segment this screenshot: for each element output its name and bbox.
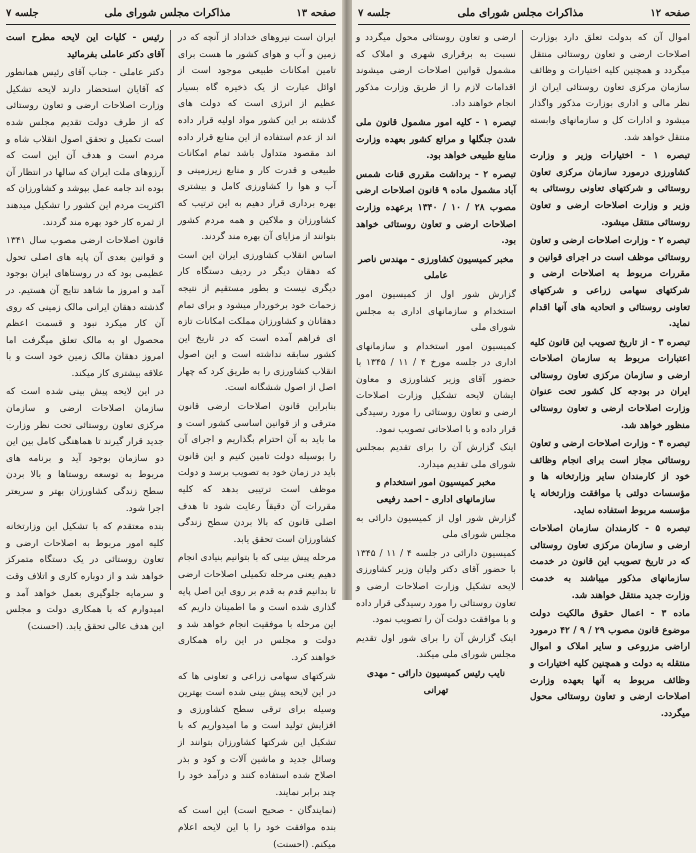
paragraph: گزارش شور اول از کمیسیون امور استخدام و سازمانهای اداری به مجلس شورای ملی <box>356 288 516 334</box>
paragraph: کمیسیون امور استخدام و سازمانهای اداری در جلسه مورخ ۴ / ۱۱ / ۱۳۴۵ با حضور آقای وزیر کشاورزی و معاون ایشان لایحه تشکیل وزارت اصلاحات ارضی و تعاون روستائی را مورد رسیدگی قرار داده و با اصلاحاتی تصویب نمود. <box>356 340 517 435</box>
paragraph: دکتر عاملی - جناب آقای رئیس همانطور که آقایان استحضار دارند لایحه تشکیل وزارت اصلاحات ارضی و تعاون روستائی که از طرف دولت تقدیم مجلس شده است تکمیل و تحقق اصول انقلاب شاه و مردم است و هدف آن این است که آرزوهای ملت ایران که سالها در انتظار آن بوده اند جامه عمل بپوشد و کشاورزان که اکثریت مردم این کشور را تشکیل میدهند از ثمره کار خود بهره مند گردند. <box>6 67 164 228</box>
paragraph: بنده معتقدم که با تشکیل این وزارتخانه کلیه امور مربوط به اصلاحات ارضی و تعاون روستائی در یک دستگاه متمرکز خواهد شد و از دوباره کاری و اتلاف وقت و سرمایه جلوگیری بعمل خواهد آمد و امیدوارم که با همکاری دولت و مجلس این هدف عالی تحقق یابد. (احسنت) <box>6 521 164 632</box>
paragraph: قانون اصلاحات ارضی مصوب سال ۱۳۴۱ و قوانین بعدی آن پایه های اصلی تحول عظیمی بود که در روستاهای ایران بوجود آمد و امروز ما شاهد نتایج آن هستیم. در گذشته دهقان ایرانی مالک زمینی که روی آن کار میکرد نبود و قسمت اعظم محصول او به مالک تعلق میگرفت اما امروز دهقان مالک زمین خود است و با علاقه بیشتری کار میکند. <box>6 235 164 379</box>
paragraph: تبصره ۲ - برداشت مقرری قنات شمس آباد مشمول ماده ۹ قانون اصلاحات ارضی مصوب ۲۸ / ۱۰ / ۱۳۴۰ برعهده وزارت اصلاحات ارضی و تعاون روستائی خواهد بود. <box>356 168 517 247</box>
paragraph: رئیس - کلیات این لایحه مطرح است آقای دکتر عاملی بفرمائید <box>6 32 164 60</box>
paragraph: تبصره ۳ - از تاریخ تصویب این قانون کلیه اعتبارات مربوط به سازمان اصلاحات ارضی و سازمان مرکزی تعاون روستائی ایران در بودجه کل کشور تحت عنوان وزارت اصلاحات ارضی و تعاون روستائی منظور خواهد شد. <box>530 336 690 431</box>
paragraph: گزارش شور اول از کمیسیون دارائی به مجلس شورای ملی <box>356 512 516 541</box>
paragraph: ارضی و تعاون روستائی محول میگردد و نسبت به برقراری شهری و املاک که مشمول قوانین اصلاحات ارضی میشوند اقدامات لازم را از طریق وزارت مذکور انجام خواهند داد. <box>356 32 516 110</box>
right-session-label: جلسه ۷ <box>358 7 391 19</box>
paragraph: اموال آن که بدولت تعلق دارد بوزارت اصلاحات ارضی و تعاون روستائی منتقل میگردد و همچنین کلیه اختیارات و وظائف سازمان مرکزی تعاون روستائی ایران از نظر مالی و اداری بوزارت مذکور واگذار میشود و ادارات کل و سازمانهای وابسته منتقل خواهد شد. <box>530 32 690 143</box>
right-page-right-column <box>530 30 690 719</box>
paragraph: تبصره ۱ - اختیارات وزیر و وزارت کشاورزی درمورد سازمان مرکزی تعاون روستائی و شرکتهای تعاونی روستائی به وزیر و وزارت اصلاحات ارضی و تعاون روستائی منتقل میشود. <box>530 150 690 228</box>
left-column-divider <box>170 30 171 590</box>
paragraph: تبصره ۱ - کلیه امور مشمول قانون ملی شدن جنگلها و مراتع کشور بعهده وزارت منابع طبیعی خواهد بود. <box>356 116 516 162</box>
book-gutter <box>342 0 352 600</box>
signature-line: مخبر کمیسیون امور استخدام و سازمانهای اداری - احمد رفیعی <box>376 477 496 506</box>
paragraph: ماده ۳ - اعمال حقوق مالکیت دولت موضوع قانون مصوب ۲۹ / ۹ / ۴۲ درمورد اراضی مزروعی و سایر املاک و اموال منتقله به دولت و همچنین کلیه اختیارات و وظائف مربوط به آنها بعهده وزارت اصلاحات ارضی و تعاون روستائی محول میگردد. <box>530 608 690 719</box>
paragraph: اساس انقلاب کشاورزی ایران این است که دهقان دیگر در ردیف دستگاه کار دیگری نیست و بطور مستقیم از نتیجه زحمات خود برخوردار میشود و برای تمام دهقانان و کشاورزان مملکت امکانات تازه ای فراهم آمده است که در تاریخ این کشور سابقه نداشته است و این اصول انقلاب کشاورزی را به طریق کرد که چهار اصل از اصول ششگانه است. <box>178 249 336 394</box>
left-page-left-column <box>6 30 164 632</box>
paragraph: تبصره ۲ - وزارت اصلاحات ارضی و تعاون روستائی موظف است در اجرای قوانین و مقررات مربوط به اصلاحات ارضی و شرکتهای سهامی زراعی و شرکتهای تعاونی روستائی و اتحادیه های آنها اقدام نماید. <box>530 235 690 330</box>
right-page-left-column <box>356 30 517 696</box>
right-page <box>352 0 696 719</box>
paragraph: (نمایندگان - صحیح است) این است که بنده موافقت خود را با این لایحه اعلام میکنم. (احسنت) <box>178 805 336 850</box>
paragraph: شرکتهای سهامی زراعی و تعاونی ها که در این لایحه پیش بینی شده است بهترین وسیله برای ترقی سطح کشاورزی و افزایش تولید است و ما امیدواریم که با تشکیل این شرکتها کشاورزان بتوانند از وسائل جدید و ماشین آلات و کود و بذر اصلاح شده استفاده کنند و درآمد خود را چند برابر نمایند. <box>178 670 336 798</box>
left-page-number: صفحه ۱۳ <box>296 7 336 19</box>
paragraph: در این لایحه پیش بینی شده است که سازمان اصلاحات ارضی و سازمان مرکزی تعاون روستائی تحت نظر وزارت جدید قرار گیرند تا هماهنگی کامل بین این دو سازمان بوجود آید و برنامه های مربوط به توسعه روستاها و بالا بردن سطح زندگی کشاورزان بهتر و سریعتر اجرا شود. <box>6 386 164 514</box>
left-session-label: جلسه ۷ <box>6 7 39 19</box>
paragraph: اینک گزارش آن را برای شور اول تقدیم مجلس شورای ملی میکند. <box>356 632 516 661</box>
left-page <box>0 0 342 850</box>
left-page-title: مذاکرات مجلس شورای ملی <box>104 7 231 19</box>
paragraph: کمیسیون دارائی در جلسه ۴ / ۱۱ / ۱۳۴۵ با حضور آقای دکتر ولیان وزیر کشاورزی لایحه تشکیل وزارت اصلاحات ارضی و تعاون روستائی را مورد رسیدگی قرار داده و با موافقت دولت آن را تصویب نمود. <box>356 547 516 626</box>
paragraph: اینک گزارش آن را برای تقدیم بمجلس شورای ملی تقدیم میدارد. <box>356 442 516 470</box>
signature-line: مخبر کمیسیون کشاورزی - مهندس ناصر عاملی <box>358 253 514 282</box>
paragraph: مرحله پیش بینی که با بتوانیم بنیادی انجام دهیم یعنی مرحله تکمیلی اصلاحات ارضی تا بدانیم قدم به قدم بر روی این اصل پایه گذاری شده است و ما اطمینان داریم که این مرحله با موفقیت انجام خواهد شد و دولت و مجلس در این راه همکاری خواهند کرد. <box>178 552 336 663</box>
right-column-divider <box>522 30 523 590</box>
left-page-right-column <box>178 30 336 850</box>
paragraph: تبصره ۴ - وزارت اصلاحات ارضی و تعاون روستائی مجاز است برای انجام وظائف خود از کارمندان سایر وزارتخانه ها و مؤسسات دولتی با موافقت وزارتخانه یا مؤسسه مربوط استفاده نماید. <box>530 438 690 516</box>
paragraph: بنابراین قانون اصلاحات ارضی قانون مترقی و از قوانین اساسی کشور است و ما باید به آن احترام بگذاریم و اجرای آن را بوسیله دولت تامین کنیم و این قانون باید در زمان خود به تصویب برسد و دولت موظف است ترتیبی بدهد که کلیه مقررات آن دقیقاً رعایت شود تا هدف اصلی قانون که بالا بردن سطح زندگی کشاورزان است تحقق یابد. <box>178 401 336 545</box>
paragraph: تبصره ۵ - کارمندان سازمان اصلاحات ارضی و سازمان مرکزی تعاون روستائی که در تاریخ تصویب این قانون در خدمت سازمانهای مذکور میباشند به خدمت وزارت جدید منتقل خواهند شد. <box>530 523 690 601</box>
right-page-number: صفحه ۱۲ <box>650 7 690 19</box>
signature-line: نایب رئیس کمیسیون دارائی - مهدی تهرانی <box>366 667 506 696</box>
left-page-header <box>6 4 336 22</box>
paragraph: ایران است نیروهای خداداد از آنچه که در زمین و آب و هوای کشور ما هست برای تامین امکانات طبیعی موجود است از اوائل عبارت از یک ذخیره گاه بسیار عظیم از انرژی است که دولت های گذشته بر این کشور مواد اولیه قرار داده اند از عدم استفاده از این منابع قرار داده اند مقصود متداول باشد تمام امکانات طبیعی و قدرت کار و منابع زیرزمینی و آب و هوا را کشاورزی کامل و بیشتری بهره برداری قرار دهیم به این ترتیب که کشاورزان و ملاکین و همه مردم کشور بتوانند از مزایای آن بهره مند گردند. <box>178 32 336 243</box>
left-header-rule <box>6 24 336 25</box>
right-page-title: مذاکرات مجلس شورای ملی <box>457 7 584 19</box>
right-page-header <box>358 4 690 22</box>
right-header-rule <box>358 24 690 25</box>
